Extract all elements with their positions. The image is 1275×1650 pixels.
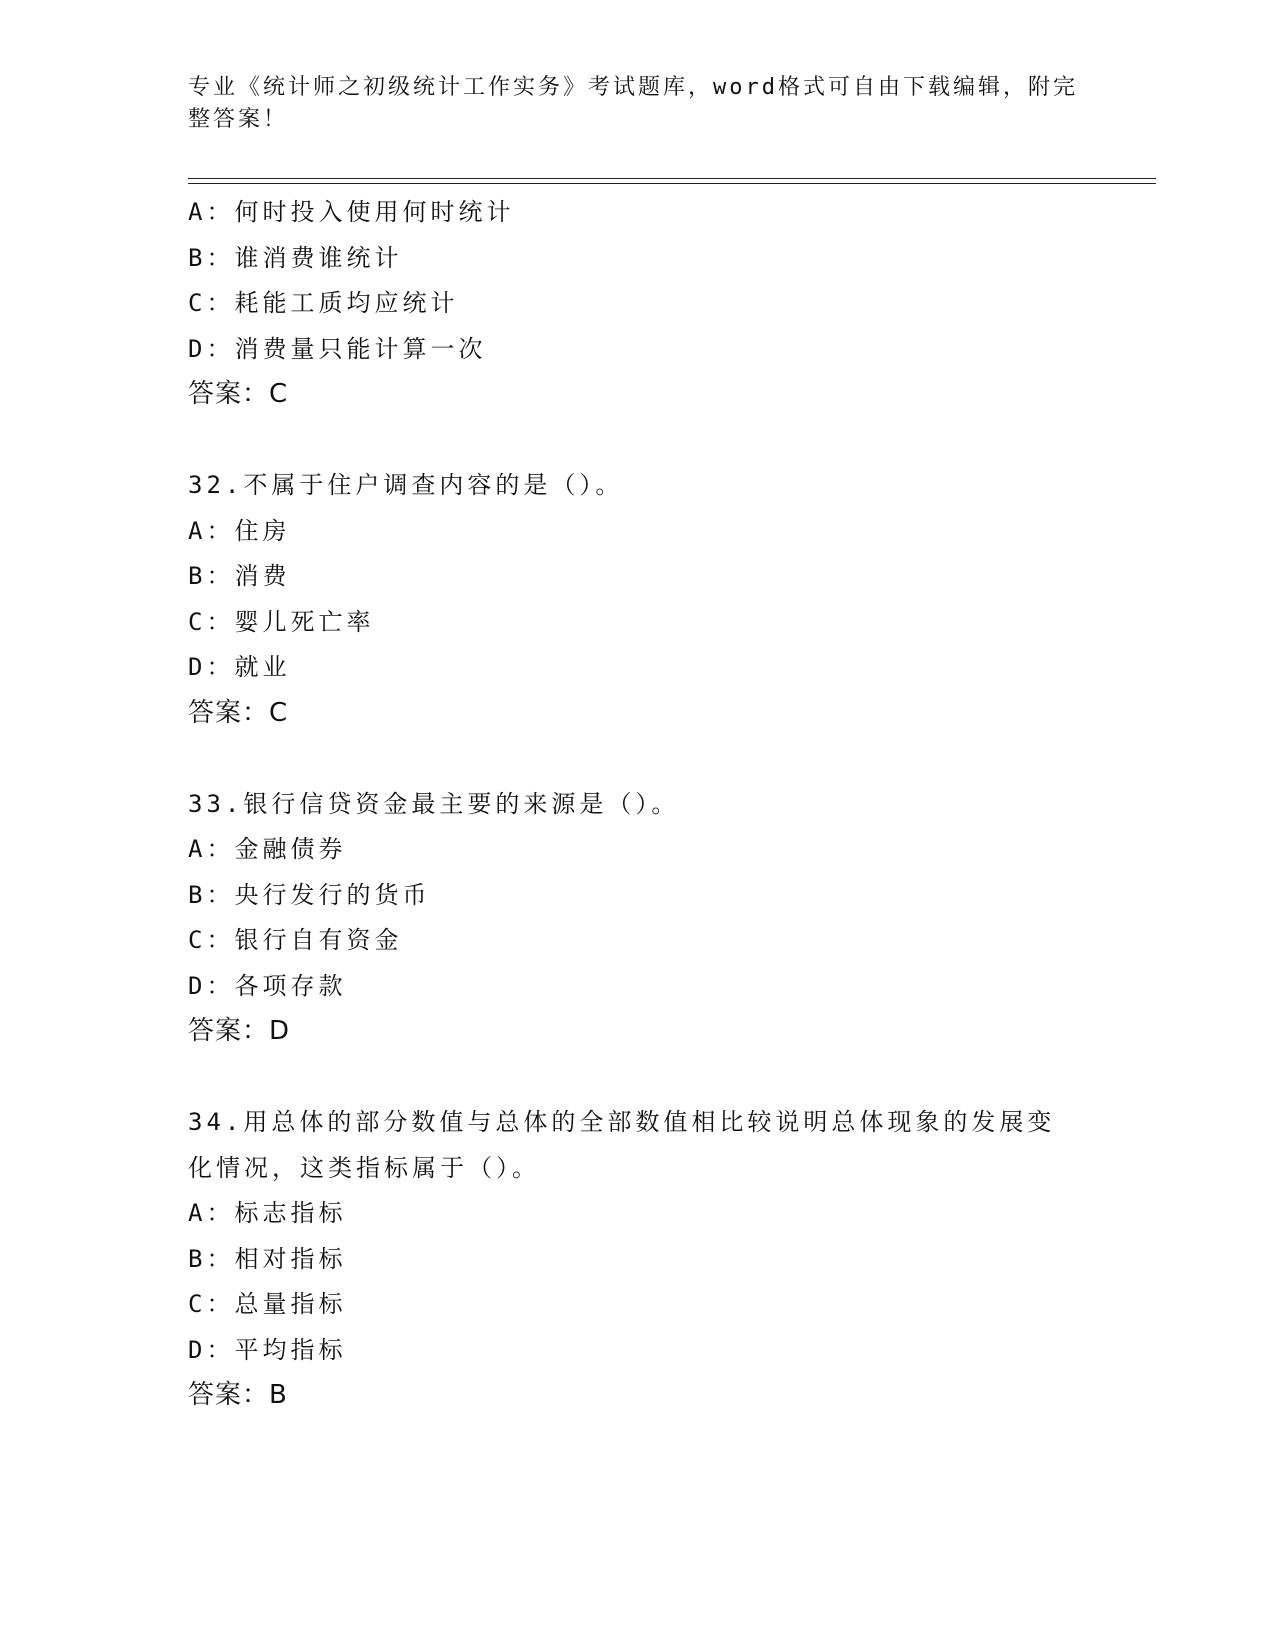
option-a: A：标志指标: [188, 1199, 347, 1227]
question-34: [188, 1100, 1088, 1419]
question-stem: 34.用总体的部分数值与总体的全部数值相比较说明总体现象的发展变化情况，这类指标属于（）。: [188, 1108, 1056, 1182]
option-c: C：银行自有资金: [188, 926, 403, 954]
header-divider-bottom: [188, 183, 1156, 184]
question-stem: 33.银行信贷资金最主要的来源是（）。: [188, 789, 680, 818]
question-33: [188, 782, 1088, 1055]
spacer: [188, 736, 1088, 782]
answer-line: 答案：B: [188, 1380, 288, 1410]
option-b: B：消费: [188, 562, 291, 590]
option-b: B：央行发行的货币: [188, 880, 431, 909]
option-c: C：总量指标: [188, 1290, 347, 1318]
option-b: B：谁消费谁统计: [188, 243, 403, 272]
option-a: A：住房: [188, 516, 291, 545]
option-c: C：耗能工质均应统计: [188, 289, 459, 317]
option-a: A：何时投入使用何时统计: [188, 198, 515, 226]
answer-line: 答案：C: [188, 697, 289, 728]
spacer: [188, 1055, 1088, 1101]
option-a: A：金融债券: [188, 835, 347, 863]
question-list: [188, 190, 1088, 1419]
option-b: B：相对指标: [188, 1244, 347, 1273]
option-d: D：各项存款: [188, 971, 347, 1000]
header-divider-top: [188, 178, 1156, 179]
option-d: D：平均指标: [188, 1335, 347, 1364]
answer-line: 答案：D: [188, 1016, 291, 1046]
spacer: [188, 418, 1088, 464]
option-d: D：消费量只能计算一次: [188, 334, 487, 363]
answer-line: 答案：C: [188, 379, 289, 409]
question-32: [188, 463, 1088, 736]
option-c: C：婴儿死亡率: [188, 607, 375, 636]
option-d: D：就业: [188, 653, 291, 681]
question-stem: 32.不属于住户调查内容的是（）。: [188, 471, 624, 499]
question-31: [188, 190, 1088, 418]
document-header: 专业《统计师之初级统计工作实务》考试题库，word格式可自由下载编辑，附完整答案！: [188, 75, 1078, 132]
